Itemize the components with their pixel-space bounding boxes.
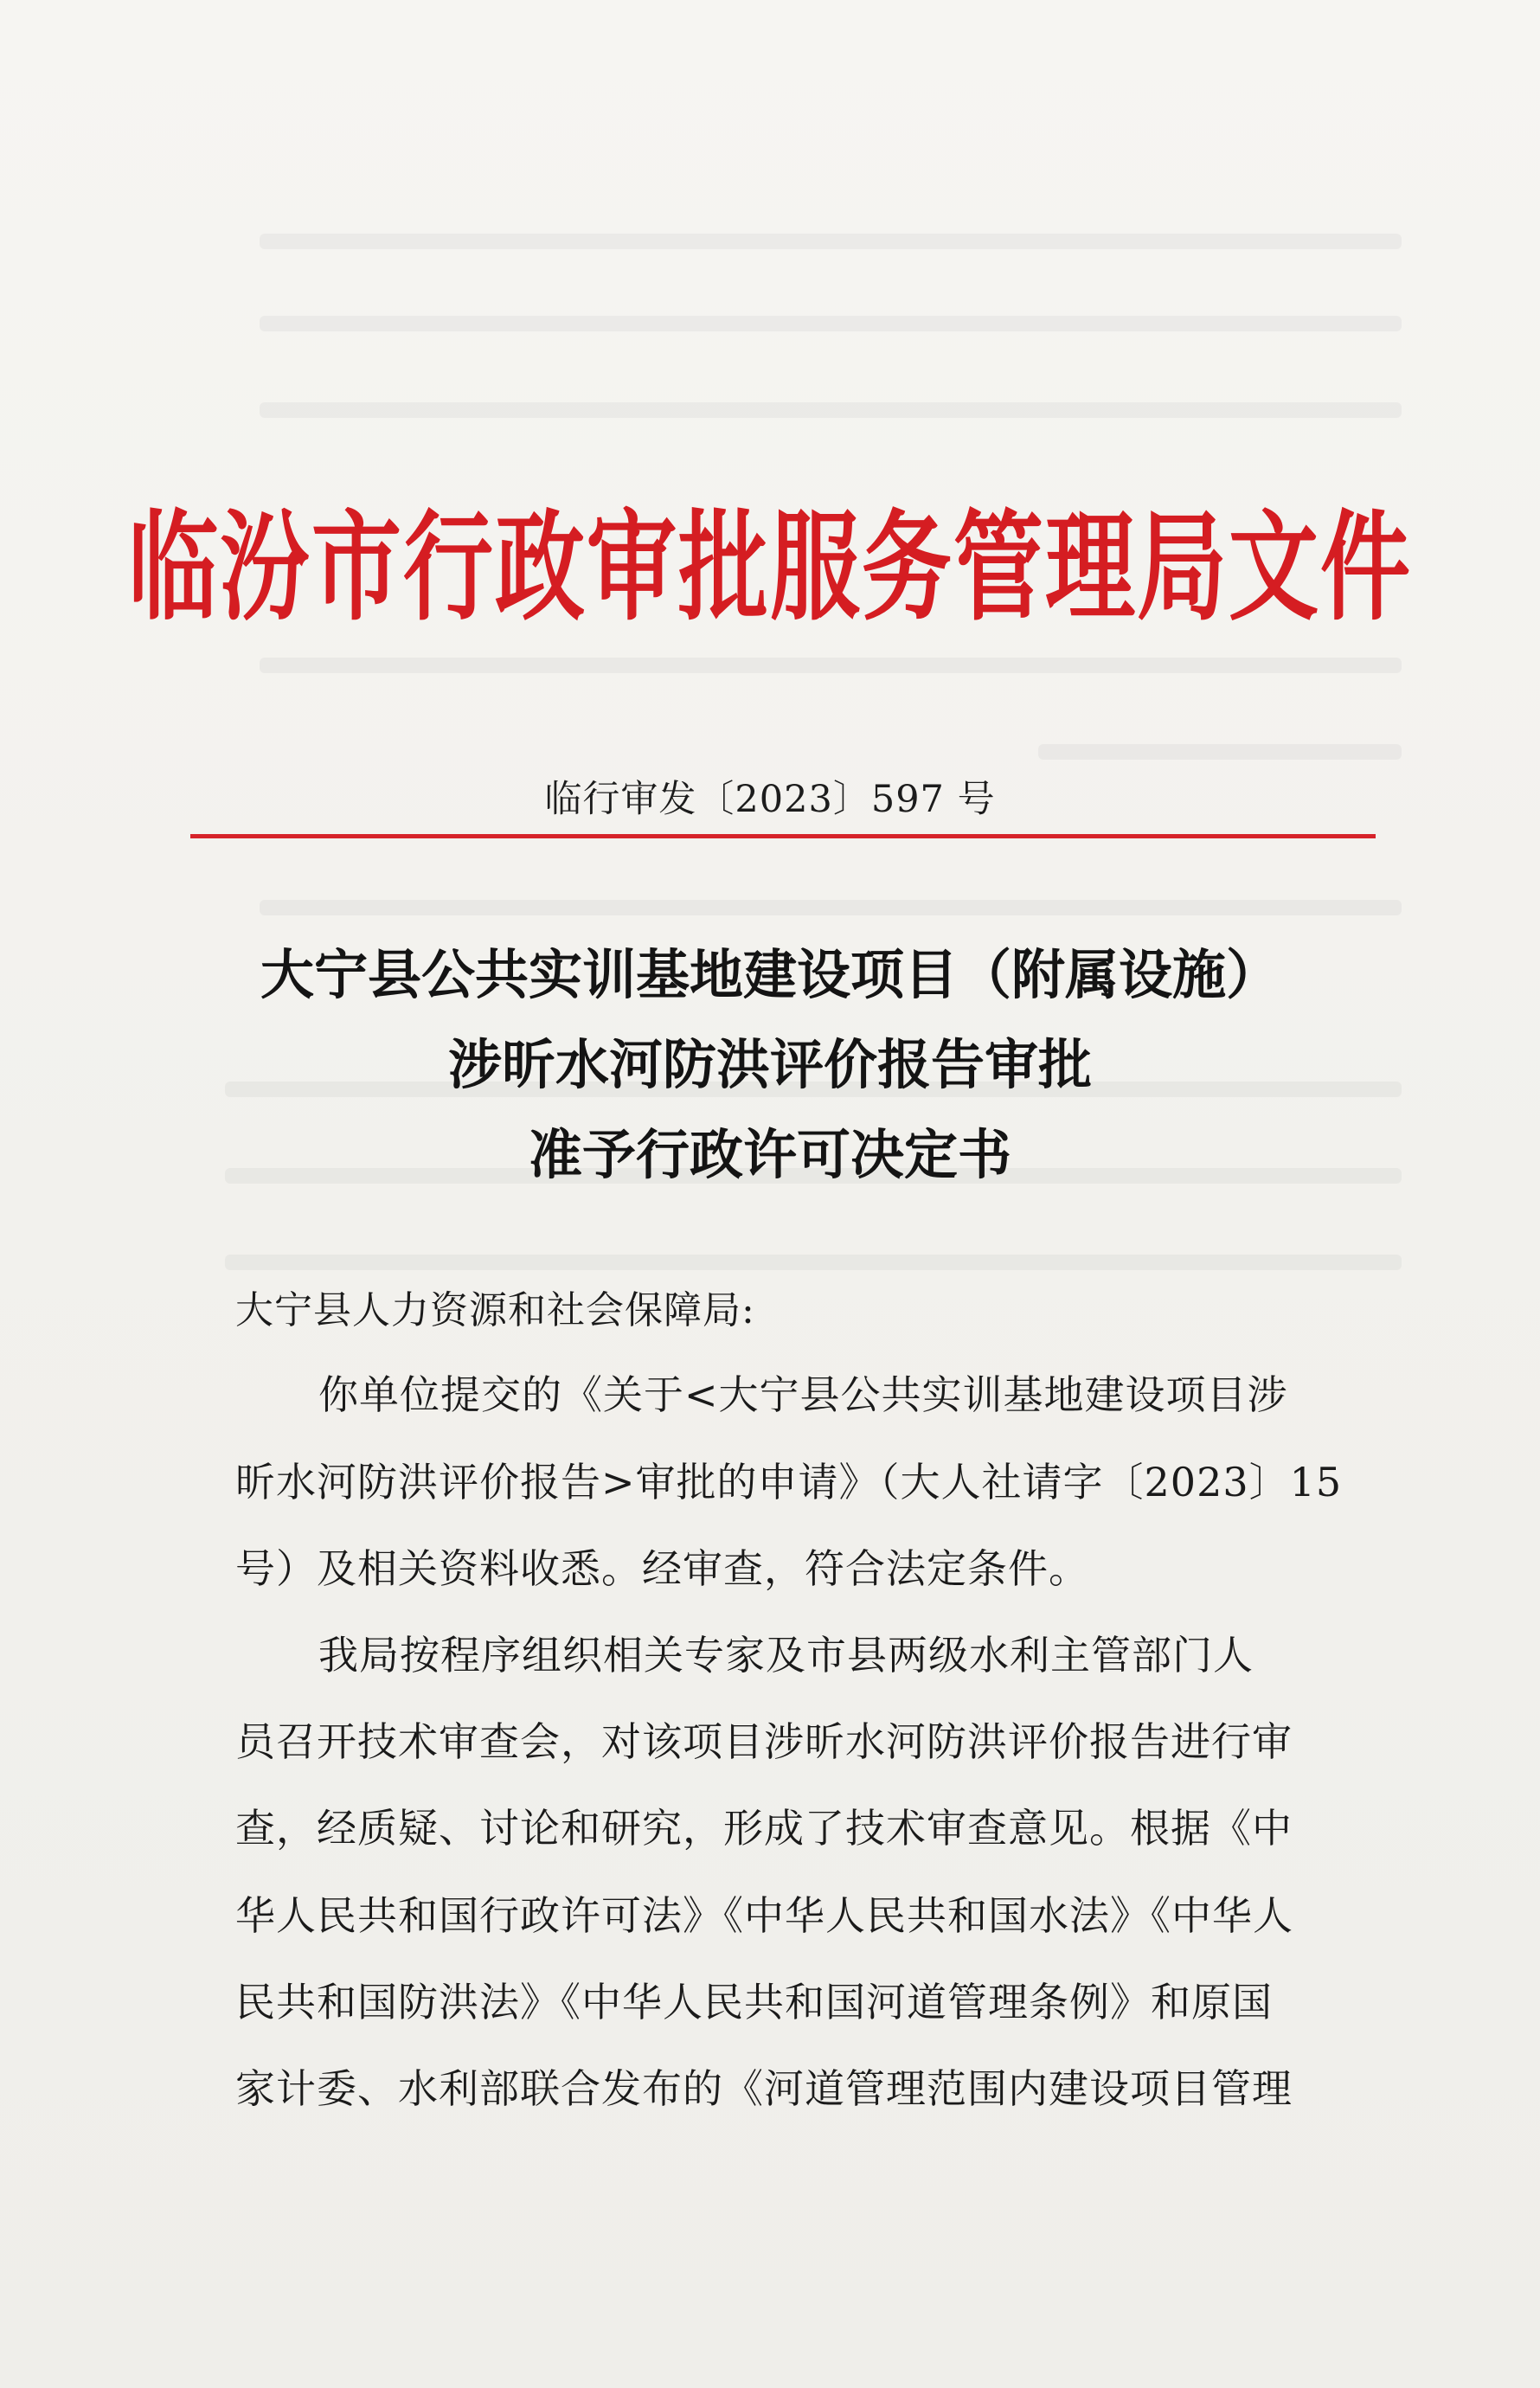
bleed-through bbox=[260, 316, 1402, 331]
document-number: 临行审发〔2023〕597 号 bbox=[544, 778, 996, 821]
document-title bbox=[0, 930, 1540, 1200]
body-line: 号）及相关资料收悉。经审查，符合法定条件。 bbox=[235, 1545, 1089, 1592]
red-divider-rule bbox=[190, 834, 1376, 838]
body-line: 民共和国防洪法》《中华人民共和国河道管理条例》和原国 bbox=[235, 1979, 1273, 2025]
bleed-through bbox=[260, 234, 1402, 249]
title-line: 大宁县公共实训基地建设项目（附属设施） bbox=[260, 943, 1280, 1006]
bleed-through bbox=[1038, 744, 1402, 760]
bleed-through bbox=[260, 900, 1402, 915]
bleed-through bbox=[260, 402, 1402, 418]
addressee: 大宁县人力资源和社会保障局: bbox=[235, 1288, 755, 1332]
title-line: 涉昕水河防洪评价报告审批 bbox=[447, 1033, 1092, 1096]
body-line: 华人民共和国行政许可法》《中华人民共和国水法》《中华人 bbox=[235, 1892, 1293, 1939]
bleed-through bbox=[260, 658, 1402, 673]
body-line: 我局按程序组织相关专家及市县两级水利主管部门人 bbox=[318, 1632, 1254, 1679]
title-line: 准予行政许可决定书 bbox=[528, 1123, 1011, 1186]
body-line: 员召开技术审查会，对该项目涉昕水河防洪评价报告进行审 bbox=[235, 1718, 1293, 1765]
body-line: 你单位提交的《关于<大宁县公共实训基地建设项目涉 bbox=[318, 1371, 1288, 1418]
bleed-through bbox=[225, 1255, 1402, 1270]
body-line: 家计委、水利部联合发布的《河道管理范围内建设项目管理 bbox=[235, 2065, 1293, 2112]
body-line: 查，经质疑、讨论和研究，形成了技术审查意见。根据《中 bbox=[235, 1805, 1293, 1852]
issuer-title: 临汾市行政审批服务管理局文件 bbox=[127, 497, 1412, 638]
body-line: 昕水河防洪评价报告>审批的申请》（大人社请字〔2023〕15 bbox=[235, 1459, 1343, 1505]
